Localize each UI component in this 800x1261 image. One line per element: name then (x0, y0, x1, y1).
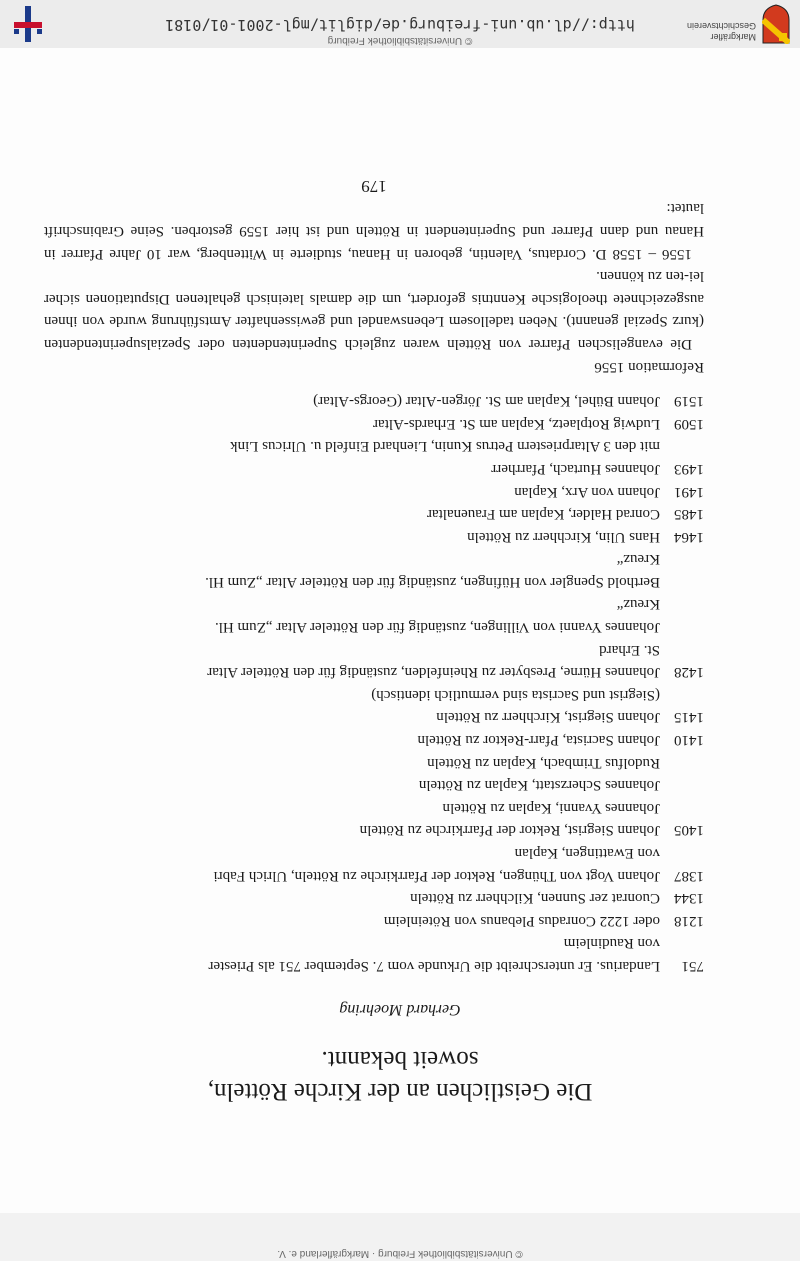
document-url[interactable]: http://dl.ub.uni-freiburg.de/diglit/mgl-2001-01/0181 (165, 16, 635, 34)
list-item (44, 435, 704, 458)
entry-year (660, 593, 704, 616)
list-item (44, 480, 704, 503)
entry-text: Johannes Yvanni, Kaplan zu Rötteln (442, 799, 660, 816)
entry-text: Conrad Halder, Kaplan am Frauenaltar (426, 506, 660, 523)
entry-text: St. Erhard (599, 641, 660, 658)
list-item (44, 819, 704, 842)
list-item (44, 661, 704, 684)
entry-year (660, 751, 704, 774)
paragraph-1: Die evangelischen Pfarrer von Rötteln waren zugleich Superintendenten oder Spezialsuperintendenten (kurz Spezial genannt). Neben tadellosem Lebenswandel und gewissenhafter Amtsführung wurde von ihnen ausgezeichnete theologische Kenntnis gefordert, um die damals lateinisch gehaltenen Disputationen sicher lei-ten zu können. (44, 268, 704, 352)
entry-text: Johannes Scherzstatt, Kaplan zu Rötteln (418, 777, 660, 794)
entry-year (660, 932, 704, 955)
entry-year (660, 638, 704, 661)
entry-year: 1344 (674, 890, 704, 907)
footer-copyright: © Universitätsbibliothek Freiburg (327, 35, 473, 46)
list-item (44, 864, 704, 887)
list-item (44, 706, 704, 729)
entry-text: Kreuz“ (616, 551, 660, 568)
list-item (44, 638, 704, 661)
entry-year: 1218 (674, 912, 704, 929)
entry-text: mit den 3 Altarpriestern Petrus Kunin, Lienhard Einfeld u. Ulricus Link (230, 438, 660, 455)
entry-year (660, 548, 704, 571)
list-item (44, 683, 704, 706)
entry-text: Johann Vogt von Thüngen, Rektor der Pfarrkirche zu Rötteln, Ulrich Fabri (213, 867, 660, 884)
list-item (44, 841, 704, 864)
list-item (44, 909, 704, 932)
entry-year: 1493 (674, 460, 704, 477)
entry-text: Kreuz“ (616, 596, 660, 613)
entry-text: Berthold Spengler von Hüfingen, zuständig für den Rötteler Altar „Zum Hl. (205, 573, 660, 590)
entry-text: Johann Sacrista, Pfarr-Rektor zu Rötteln (417, 732, 660, 749)
entry-year (660, 570, 704, 593)
entry-year: 751 (681, 958, 704, 974)
entry-year: 1491 (674, 483, 704, 500)
coat-of-arms-icon (762, 4, 790, 44)
entry-text: Johann von Arx, Kaplan (514, 483, 660, 500)
entry-text: Ludwig Rotplaetz, Kaplan am St. Erhards-Altar (372, 415, 660, 432)
entry-year: 1410 (674, 732, 704, 749)
entry-text: (Siegrist und Sacrista sind vermutlich identisch) (371, 686, 660, 703)
list-item (44, 570, 704, 593)
society-name (687, 20, 756, 42)
entry-year (660, 683, 704, 706)
page-subtitle: soweit bekannt. (321, 1046, 479, 1073)
entry-text: Rudolfus Trimbach, Kaplan zu Rötteln (427, 754, 660, 771)
entry-year (660, 774, 704, 797)
list-item (44, 457, 704, 480)
page-title: Die Geistlichen an der Kirche Rötteln, (207, 1078, 593, 1105)
entry-year: 1519 (674, 393, 704, 410)
entry-year (660, 435, 704, 458)
list-item (44, 954, 704, 977)
header-bar (0, 1213, 800, 1261)
entry-text: Johann Bühel, Kaplan am St. Jörgen-Altar (Georgs-Altar) (313, 393, 660, 410)
entry-text: Johannes Hurtach, Pfarrherr (491, 460, 660, 477)
list-item (44, 525, 704, 548)
entry-year (660, 796, 704, 819)
entry-year: 1405 (674, 822, 704, 839)
entry-text: Johannes Hürne, Presbyter zu Rheinfelden, zuständig für den Rötteler Altar (207, 664, 660, 681)
society-name-line1: Markgräfler (710, 32, 756, 42)
entry-text: Johann Siegrist, Rektor der Pfarrkirche zu Rötteln (359, 822, 660, 839)
library-logo-icon (10, 6, 46, 42)
entry-text: Landarius. Er unterschreibt die Urkunde vom 7. September 751 als Priester (208, 958, 660, 974)
list-item (44, 774, 704, 797)
author: Gerhard Moehring (339, 1001, 461, 1018)
entry-text: oder 1222 Conradus Plebanus von Röteinleim (383, 912, 660, 929)
entry-text: von Raudinleim (563, 935, 660, 952)
header-copyright: © Universitätsbibliothek Freiburg · Markgräflerland e. V. (277, 1248, 523, 1259)
list-item (44, 390, 704, 413)
list-item (44, 616, 704, 639)
entry-text: Johann Siegrist, Kirchherr zu Rötteln (436, 709, 660, 726)
paragraph-2: 1556 – 1558 D. Cordatus, Valentin, geboren in Hanau, studierte in Wittenberg, war 10 Jahre Pfarrer in Hanau und dann Pfarrer und Superintendent in Rötteln und ist hier 1559 gestorben. Seine Grabinschrift lautet: (44, 200, 704, 262)
page-number: 179 (361, 177, 387, 196)
entry-year: 1387 (674, 867, 704, 884)
list-item (44, 932, 704, 955)
entry-year (660, 616, 704, 639)
society-name-line2: Geschichtsverein (686, 21, 756, 31)
list-item (44, 412, 704, 435)
entry-year: 1464 (674, 528, 704, 545)
list-item (44, 593, 704, 616)
list-item (44, 548, 704, 571)
entry-text: Cuonrat zer Sunnen, Kilchherr zu Rötteln (410, 890, 660, 907)
entry-text: Hans Ulin, Kirchherr zu Rötteln (467, 528, 660, 545)
entry-year: 1415 (674, 709, 704, 726)
list-item (44, 751, 704, 774)
entry-year (660, 841, 704, 864)
list-item (44, 796, 704, 819)
entry-year: 1485 (674, 506, 704, 523)
entry-text: von Ewattingen, Kaplan (514, 845, 660, 862)
entry-text: Johannes Yvanni von Villingen, zuständig für den Rötteler Altar „Zum Hl. (214, 619, 660, 636)
list-item (44, 503, 704, 526)
list-item (44, 887, 704, 910)
clergy-list (44, 197, 704, 977)
entry-year: 1509 (674, 415, 704, 432)
list-item (44, 728, 704, 751)
footer-bar (0, 0, 800, 48)
reformation-heading: Reformation 1556 (594, 358, 704, 375)
entry-year: 1428 (674, 664, 704, 681)
